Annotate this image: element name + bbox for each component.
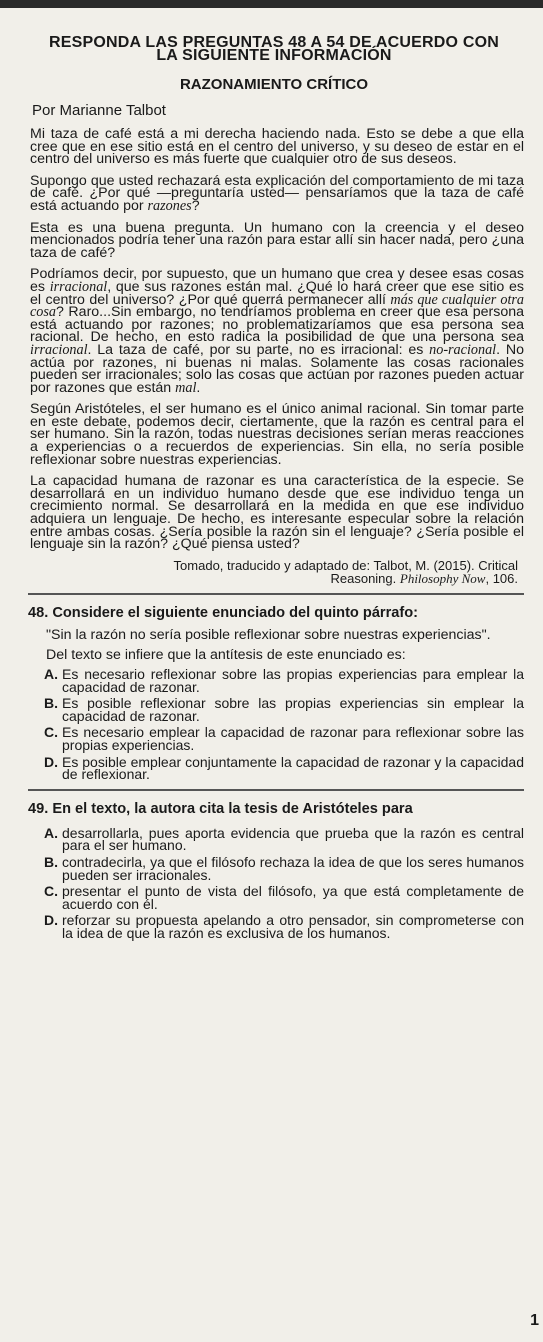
divider xyxy=(28,593,524,595)
option-text: Es posible emplear conjuntamente la capacidad de razonar y la capacidad de reflexionar. xyxy=(62,753,524,783)
question-48-stem: Del texto se infiere que la antítesis de este enunciado es: xyxy=(46,647,406,664)
option-49-a[interactable] xyxy=(44,824,524,854)
option-49-d[interactable] xyxy=(44,912,524,941)
option-text: desarrollarla, pues aporta evidencia que prueba que la razón es central para el ser humano. xyxy=(62,824,524,854)
option-text: presentar el punto de vista del filósofo, ya que está completamente de acuerdo con él. xyxy=(62,883,524,912)
option-48-d[interactable] xyxy=(44,753,524,783)
paragraph-1: Mi taza de café está a mi derecha haciendo nada. Esto se debe a que ella cree que en ese sitio está en el centro del universo, y su deseo de estar en el centro del universo es más fuerte que cualquier otro de sus deseos. xyxy=(30,126,524,168)
top-edge xyxy=(0,0,543,8)
option-text: Es necesario emplear la capacidad de razonar para reflexionar sobre las propias experiencias. xyxy=(62,724,524,753)
option-letter: B. xyxy=(44,853,58,870)
section-title: RAZONAMIENTO CRÍTICO xyxy=(179,76,369,93)
option-49-c[interactable] xyxy=(44,883,524,912)
option-48-c[interactable] xyxy=(44,724,524,753)
page-number: 1 xyxy=(530,1312,539,1329)
author-line: Por Marianne Talbot xyxy=(32,102,166,119)
divider xyxy=(28,789,524,791)
question-48-title: 48. Considere el siguiente enunciado del quinto párrafo: xyxy=(28,604,419,621)
option-letter: C. xyxy=(44,724,58,741)
question-48-quote: "Sin la razón no sería posible reflexionar sobre nuestras experiencias". xyxy=(46,626,491,643)
instructions-heading xyxy=(24,36,524,62)
option-letter: C. xyxy=(44,883,58,900)
option-text: reforzar su propuesta apelando a otro pensador, sin comprometerse con la idea de que la razón es exclusiva de los humanos. xyxy=(62,912,524,941)
question-48-options xyxy=(24,668,524,781)
source-citation xyxy=(24,559,524,585)
paragraph-4: Podríamos decir, por supuesto, que un humano que crea y desee esas cosas es irracional, que sus razones están mal. ¿Qué lo hará creer que ese sitio es el centro del universo? ¿Por qué querrá permanecer allí más que cualquier otra cosa? Raro...Sin embargo, no tendríamos problema en creer que esa persona está actuando por razones; no problematizaríamos que esa persona sea racional. De hecho, en esto radica la posibilidad de que una persona sea irracional. La taza de café, por su parte, no es irracional: es no-racional. No actúa por razones, ni buenas ni malas. Solamente las cosas racionales pueden ser irracionales; solo las cosas que actúan por razones pueden actuar por razones que están mal. xyxy=(30,266,524,396)
option-48-b[interactable] xyxy=(44,695,524,724)
option-letter: D. xyxy=(44,912,58,929)
exam-page xyxy=(24,36,524,944)
option-text: Es necesario reflexionar sobre las propias experiencias para emplear la capacidad de razonar. xyxy=(62,666,524,695)
paragraph-2: Supongo que usted rechazará esta explicación del comportamiento de mi taza de café. ¿Por qué —preguntaría usted— pensaríamos que la taza de café está actuando por razones? xyxy=(30,172,524,214)
citation-line-1: Tomado, traducido y adaptado de: Talbot, M. (2015). Critical xyxy=(173,557,518,573)
paragraph-6: La capacidad humana de razonar es una característica de la especie. Se desarrollará en un individuo humano desde que ese individuo tenga un crecimiento normal. Se desarrollará en la medida en que ese individuo adquiera un lenguaje. De hecho, es interesante especular sobre la relación entre ambas cosas. ¿Sería posible la razón sin el lenguaje? ¿Sería posible el lenguaje sin la razón? ¿Qué piensa usted? xyxy=(30,473,524,553)
option-letter: B. xyxy=(44,695,58,712)
paragraph-3: Esta es una buena pregunta. Un humano con la creencia y el deseo mencionados podría tener una razón para estar allí sin hacer nada, pero ¿una taza de café? xyxy=(30,219,524,261)
option-text: Es posible reflexionar sobre las propias experiencias sin emplear la capacidad de razonar. xyxy=(62,695,524,724)
question-49 xyxy=(24,801,524,940)
question-49-options xyxy=(24,824,524,941)
question-48 xyxy=(24,605,524,781)
heading-line-2: LA SIGUIENTE INFORMACIÓN xyxy=(156,47,392,64)
question-49-title: 49. En el texto, la autora cita la tesis de Aristóteles para xyxy=(28,800,413,817)
option-text: contradecirla, ya que el filósofo rechaza la idea de que los seres humanos pueden ser irracionales. xyxy=(62,853,524,883)
option-48-a[interactable] xyxy=(44,666,524,695)
option-letter: A. xyxy=(44,824,58,841)
option-49-b[interactable] xyxy=(44,853,524,883)
option-letter: D. xyxy=(44,753,58,770)
option-letter: A. xyxy=(44,666,58,682)
heading-line-1: RESPONDA LAS PREGUNTAS 48 A 54 DE ACUERDO CON xyxy=(49,34,499,51)
paragraph-5: Según Aristóteles, el ser humano es el único animal racional. Sin tomar parte en este debate, podemos decir, ciertamente, que la razón es central para el ser humano. Sin la razón, todas nuestras decisiones serían meras reacciones a experiencias o a recuerdos de experiencias. Sin ella, no sería posible reflexionar sobre nuestras experiencias. xyxy=(30,401,524,468)
citation-line-2: Reasoning. Philosophy Now, 106. xyxy=(330,570,518,586)
